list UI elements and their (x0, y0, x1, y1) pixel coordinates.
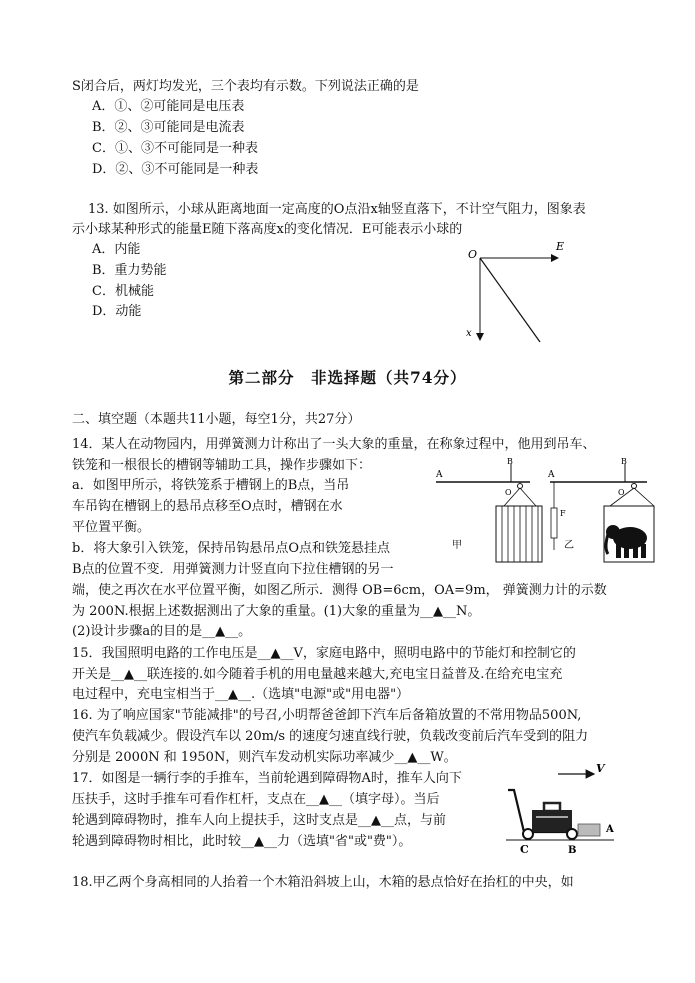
label-o-jia: O (505, 488, 512, 497)
cage-jia (496, 506, 542, 562)
q13-option-c: C．机械能 (92, 284, 154, 299)
label-o-yi: O (618, 488, 625, 497)
q14-line2: 铁笼和一根很长的槽钢等辅助工具，操作步骤如下： (72, 458, 372, 473)
figure-jia (435, 458, 542, 562)
elephant-icon (606, 525, 647, 558)
luggage (532, 810, 572, 832)
label-b-top-jia: B (507, 458, 513, 466)
q14-line1: 14．某人在动物园内，用弹簧测力计称出了一头大象的重量，在称象过程中，他用到吊车、 (72, 437, 596, 452)
graph-e-label: E (556, 240, 565, 253)
q13-line1: 13. 如图所示，小球从距离地面一定高度的O点沿x轴竖直落下，不计空气阻力，图象表 (88, 202, 586, 217)
label-yi: 乙 (564, 540, 574, 551)
label-f: F (560, 509, 566, 518)
q13-option-d: D．动能 (92, 304, 142, 319)
label-jia: 甲 (452, 540, 462, 551)
q17-line2: 压扶手，这时手推车可看作杠杆，支点在__▲__（填字母）。当后 (72, 792, 440, 807)
q17-line1: 17．如图是一辆行李的手推车，当前轮遇到障碍物A时，推车人向下 (72, 771, 462, 786)
label-b: B (568, 845, 577, 854)
part2-title: 第二部分 非选择题（共74分） (228, 368, 467, 387)
obstacle-a (578, 824, 600, 836)
q14-line6: b．将大象引入铁笼，保持吊钩悬吊点O点和铁笼悬挂点 (72, 541, 390, 556)
q12-option-d: D．②、③不可能同是一种表 (92, 162, 259, 177)
q12-option-b: B．②、③可能同是电流表 (92, 120, 245, 135)
luggage-handle (544, 803, 560, 811)
q15-line2: 开关是__▲__联连接的.如今随着手机的用电量越来越大,充电宝日益普及.在给充电宝充 (72, 667, 563, 682)
label-a-jia: A (436, 470, 443, 480)
energy-graph (462, 236, 572, 346)
q18-line1: 18.甲乙两个身高相同的人抬着一个木箱沿斜坡上山，木箱的悬点恰好在抬杠的中央，如 (72, 875, 574, 890)
graph-energy-line (480, 258, 540, 342)
q17-line4: 轮遇到障碍物时相比，此时较__▲__力（选填"省"或"费"）。 (72, 834, 412, 849)
q14-line5: 平位置平衡。 (72, 520, 151, 535)
label-a-yi: A (548, 470, 555, 480)
hook-ring-jia (518, 484, 523, 489)
q16-line3: 分别是 2000N 和 1950N，则汽车发动机实际功率减少__▲__W。 (72, 750, 457, 765)
q12-option-c: C．①、③不可能同是一种表 (92, 141, 258, 156)
graph-x-label: x (466, 328, 472, 339)
q12-option-a: A．①、②可能同是电压表 (92, 99, 245, 114)
q13-option-a: A．内能 (92, 242, 141, 257)
label-a: A (606, 824, 614, 835)
q16-line2: 使汽车负载减少。假设汽车以 20m/s 的速度匀速直线行驶，负载改变前后汽车受到的阻力 (72, 729, 589, 744)
q12-stem: S闭合后，两灯均发光，三个表均有示数。下列说法正确的是 (72, 79, 419, 94)
section2-header: 二、填空题（本题共11小题，每空1分，共27分） (72, 412, 361, 427)
label-c: C (520, 843, 529, 854)
q16-line1: 16. 为了响应国家"节能减排"的号召,小明帮爸爸卸下汽车后备箱放置的不常用物品500N, (72, 708, 582, 723)
label-v: V (596, 762, 605, 775)
q14-line8: 端，使之再次在水平位置平衡，如图乙所示．测得 OB=6cm，OA=9m， 弹簧测力计的示数 (72, 583, 607, 598)
figure-yi (547, 458, 654, 562)
q13-line2: 示小球某种形式的能量E随下落高度x的变化情况．E可能表示小球的 (72, 222, 463, 237)
elephant-weighing-figure (432, 458, 657, 570)
q14-line9: 为 200N.根据上述数据测出了大象的重量。(1)大象的重量为__▲__N。 (72, 604, 481, 619)
q14-line10: (2)设计步骤a的目的是__▲__。 (72, 624, 252, 639)
q14-line4: 车吊钩在槽钢上的悬吊点移至O点时，槽钢在水 (72, 499, 343, 514)
graph-origin-label: O (468, 248, 478, 261)
spring-scale (551, 508, 557, 538)
hand-cart-figure (502, 760, 622, 854)
q14-line7: B点的位置不变．用弹簧测力计竖直向下拉住槽钢的另一 (72, 562, 394, 577)
q15-line1: 15．我国照明电路的工作电压是__▲__V，家庭电路中，照明电路中的节能灯和控制它的 (72, 646, 576, 661)
rear-wheel (523, 829, 533, 839)
label-b-top-yi: B (621, 458, 627, 466)
q15-line3: 电过程中，充电宝相当于__▲__.（选填"电源"或"用电器"） (72, 687, 410, 702)
front-wheel (567, 829, 577, 839)
q14-line3: a．如图甲所示，将铁笼系于槽钢上的B点，当吊 (72, 478, 350, 493)
q13-option-b: B．重力势能 (92, 263, 167, 278)
q17-line3: 轮遇到障碍物时，推车人向上提扶手，这时支点是__▲__点，与前 (72, 813, 446, 828)
